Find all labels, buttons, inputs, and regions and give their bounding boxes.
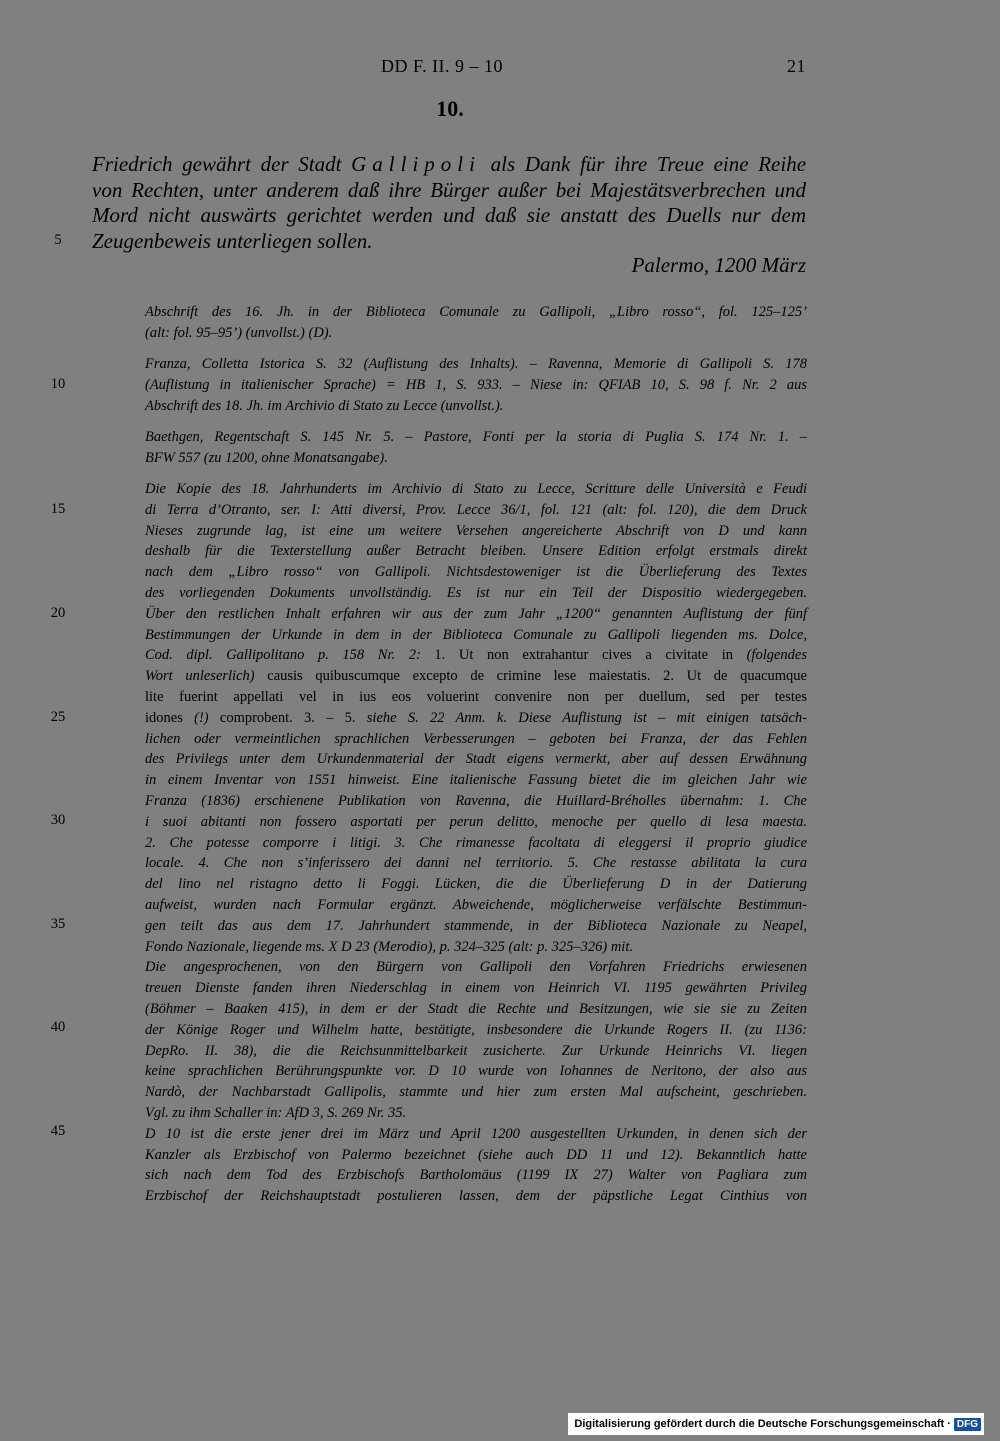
- text-line: Nardò, der Nachbarstadt Gallipolis, stammte und hier zum ersten Mal aufscheint, geschrieben.: [145, 1084, 807, 1101]
- regest-line: Mord nicht auswärts gerichtet werden und daß sie anstatt des Duells nur dem: [92, 203, 806, 227]
- page-number: 21: [787, 56, 806, 76]
- text-line: del lino nel ristagno detto li Foggi. Lücken, die die Überlieferung D in der Datierung: [145, 876, 807, 893]
- text-line: Abschrift des 18. Jh. im Archivio di Stato zu Lecce (unvollst.).: [145, 397, 504, 414]
- text-line: Über den restlichen Inhalt erfahren wir aus der zum Jahr „1200“ genannten Auflistung der fünf: [145, 605, 807, 622]
- text-line: treuen Dienste fanden ihren Niederschlag in einem von Heinrich VI. 1195 gewährten Privileg: [145, 980, 807, 997]
- digitization-footer: [568, 1413, 984, 1435]
- line-number: 40: [50, 1019, 66, 1035]
- line-number: 10: [50, 376, 66, 392]
- text-line: Wort unleserlich) causis quibuscumque excepto de crimine lese maiestatis. 2. Ut de quacumque: [145, 668, 807, 685]
- commentary-tradition: [145, 479, 807, 1207]
- text-line: Nieses zugrunde lag, ist eine um weitere Versehen angereicherte Abschrift von D und kann: [145, 522, 807, 539]
- text-line: (alt: fol. 95–95’) (unvollst.) (D).: [145, 324, 333, 341]
- date-line: Palermo, 1200 März: [631, 253, 806, 277]
- text-line: DepRo. II. 38), die die Reichsunmittelbarkeit zusicherte. Zur Urkunde Heinrichs VI. liegen: [145, 1042, 807, 1059]
- text-line: Bestimmungen der Urkunde in dem in der Biblioteca Comunale zu Gallipoli liegenden ms. Dolce,: [145, 626, 807, 643]
- text-line: keine sprachlichen Berührungspunkte vor. D 10 wurde von Iohannes de Neritono, der also aus: [145, 1063, 807, 1080]
- text-line: (Auflistung in italienischer Sprache) = HB 1, S. 933. – Niese in: QFIAB 10, S. 98 f. Nr. 2 aus: [145, 376, 807, 393]
- text-line: aufweist, wurden nach Formular ergänzt. Abweichende, möglicherweise verfälschte Bestimmun-: [145, 896, 807, 913]
- line-number: 45: [50, 1123, 66, 1139]
- document-number: 10.: [436, 96, 464, 121]
- text-line: lite fuerint appellati vel in ius eos voluerint convenire non per duellum, sed per testes: [145, 688, 807, 705]
- regesta-references: [145, 427, 807, 469]
- text-line: deshalb für die Texterstellung außer Betracht bleiben. Unsere Edition erfolgt erstmals direkt: [145, 543, 807, 560]
- text-line: des vorliegenden Dokuments unvollständig. Es ist nur ein Teil der Dispositio wiedergegeben.: [145, 584, 807, 601]
- regest-line: Zeugenbeweis unterliegen sollen.: [92, 228, 373, 253]
- text-line: lichen oder vermeintlichen sprachlichen Verbesserungen – geboten bei Franza, der das Fehlen: [145, 730, 807, 747]
- text-line: des Privilegs unter dem Urkundenmaterial der Stadt eigens vermerkt, aber auf dessen Erwähnung: [145, 751, 807, 768]
- text-line: idones (!) comprobent. 3. – 5. siehe S. 22 Anm. k. Diese Auflistung ist – mit einigen tatsäch-: [145, 709, 807, 726]
- text-line: Kanzler als Erzbischof von Palermo bezeichnet (siehe auch DD 11 und 12). Bekanntlich hatte: [145, 1146, 807, 1163]
- regest-line: Friedrich gewährt der Stadt Gallipoli als Dank für ihre Treue eine Reihe: [92, 152, 807, 176]
- line-number: 20: [50, 605, 66, 621]
- text-line: nach dem „Libro rosso“ von Gallipoli. Nichtsdestoweniger ist die Überlieferung des Textes: [145, 564, 807, 581]
- footer-text: Digitalisierung gefördert durch die Deutsche Forschungsgemeinschaft ·: [574, 1418, 951, 1430]
- text-line: Cod. dipl. Gallipolitano p. 158 Nr. 2: 1. Ut non extrahantur cives a civitate in (folgendes: [145, 647, 807, 664]
- text-line: BFW 557 (zu 1200, ohne Monatsangabe).: [145, 449, 388, 466]
- text-line: Baethgen, Regentschaft S. 145 Nr. 5. – Pastore, Fonti per la storia di Puglia S. 174 Nr. 1. –: [145, 429, 807, 445]
- text-line: Die Kopie des 18. Jahrhunderts im Archivio di Stato zu Lecce, Scritture delle Università e Feudi: [145, 481, 807, 497]
- dfg-logo-icon: DFG: [954, 1418, 981, 1431]
- text-line: in einem Inventar von 1551 hinweist. Eine italienische Fassung bietet die im gleichen Jahr wie: [145, 772, 807, 789]
- text-line: locale. 4. Che non s’inferissero dei danni nel territorio. 5. Che restasse abilitata la cura: [145, 855, 807, 872]
- text-line: Erzbischof der Reichshauptstadt postulieren lassen, dem der päpstliche Legat Cinthius von: [145, 1188, 807, 1205]
- regest-line: von Rechten, unter anderem daß ihre Bürger außer bei Majestätsverbrechen und: [92, 177, 806, 202]
- text-line: Franza (1836) erschienene Publikation von Ravenna, die Huillard-Bréholles übernahm: 1. Che: [145, 792, 807, 809]
- running-head: DD F. II. 9 – 10: [381, 56, 504, 76]
- text-line: i suoi abitanti non fossero asportati per perun delitto, menoche per quello di lesa maesta.: [145, 813, 807, 830]
- text-line: Abschrift des 16. Jh. in der Biblioteca Comunale zu Gallipoli, „Libro rosso“, fol. 125–125’: [145, 304, 807, 320]
- line-number: 30: [50, 812, 66, 828]
- text-line: sich nach dem Tod des Erzbischofs Bartholomäus (1199 IX 27) Walter von Pagliara zum: [145, 1167, 807, 1184]
- regest: [92, 152, 806, 254]
- text-line: di Terra d’Otranto, ser. I: Atti diversi, Prov. Lecce 36/1, fol. 121 (alt: fol. 120), die dem Druck: [145, 501, 807, 518]
- text-line: der Könige Roger und Wilhelm hatte, bestätigte, insbesondere die Urkunde Rogers II. (zu 1136:: [145, 1021, 807, 1038]
- line-number: 15: [50, 501, 66, 517]
- line-number: 35: [50, 916, 66, 932]
- place-name: Gallipoli: [351, 152, 481, 176]
- text-line: Vgl. zu ihm Schaller in: AfD 3, S. 269 Nr. 35.: [145, 1104, 407, 1121]
- text-line: gen teilt das aus dem 17. Jahrhundert stammende, in der Biblioteca Nazionale zu Neapel,: [145, 917, 807, 934]
- text-line: Franza, Colletta Istorica S. 32 (Auflistung des Inhalts). – Ravenna, Memorie di Gallipoli S. 178: [145, 356, 807, 372]
- text-line: (Böhmer – Baaken 415), in dem er der Stadt die Rechte und Besitzungen, wie sie sie zu Zeiten: [145, 1000, 807, 1017]
- line-number: 25: [50, 709, 66, 725]
- text-line: 2. Che potesse comporre i litigi. 3. Che rimanesse facoltata di eleggersi il proprio giudice: [145, 834, 807, 851]
- editions: [145, 354, 807, 416]
- manuscript-tradition: [145, 302, 807, 344]
- text-line: Die angesprochenen, von den Bürgern von Gallipoli den Vorfahren Friedrichs erwiesenen: [145, 959, 807, 976]
- text-line: D 10 ist die erste jener drei im März und April 1200 ausgestellten Urkunden, in denen sich der: [145, 1125, 807, 1142]
- text-line: Fondo Nazionale, liegende ms. X D 23 (Merodio), p. 324–325 (alt: p. 325–326) mit.: [145, 938, 633, 955]
- line-number: 5: [54, 232, 62, 248]
